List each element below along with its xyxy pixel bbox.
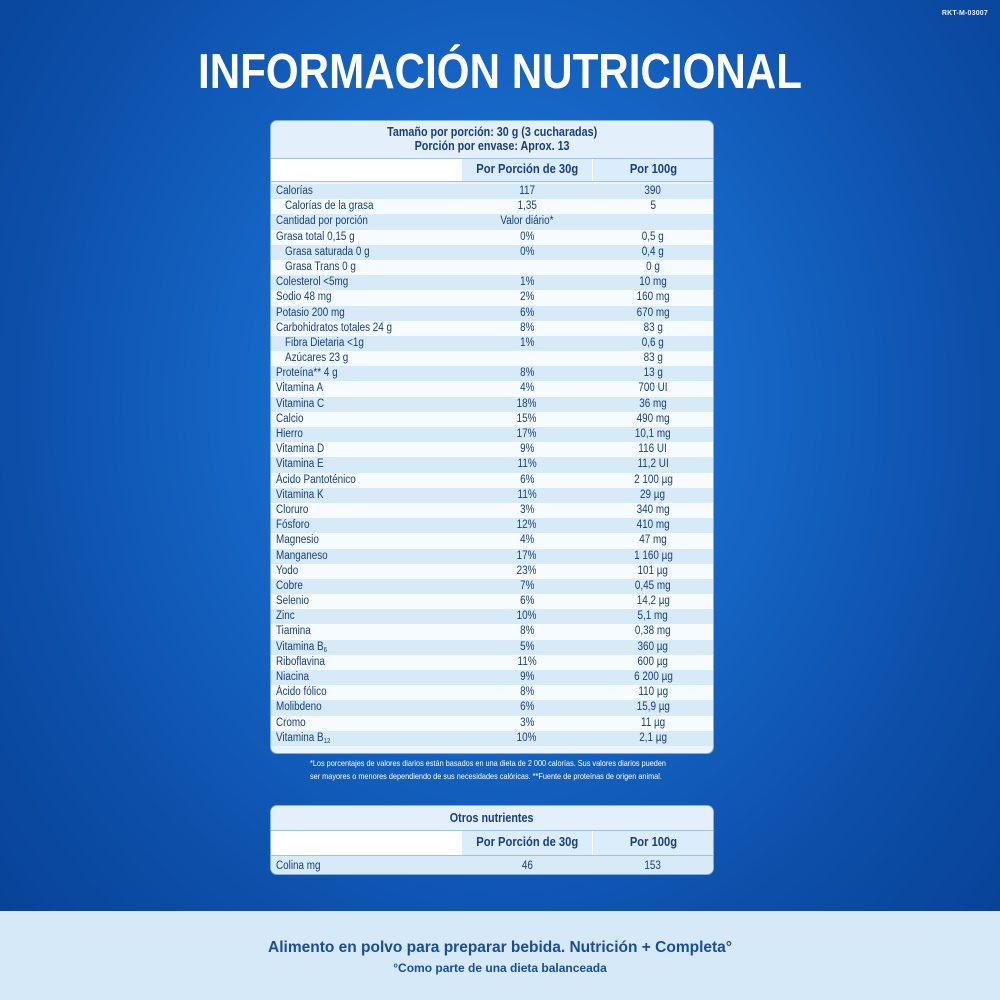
table-row bbox=[271, 321, 713, 336]
value-per-100g: 11 µg bbox=[640, 716, 666, 729]
value-per-100g: 116 UI bbox=[638, 443, 668, 456]
value-per-portion: 18% bbox=[517, 397, 537, 410]
value-per-portion: 6% bbox=[519, 473, 535, 486]
nutrient-label: Sodio 48 mg bbox=[276, 291, 332, 304]
nutrient-label: Grasa saturada 0 g bbox=[285, 245, 370, 258]
value-per-portion: 11% bbox=[517, 488, 537, 501]
value-per-100g: 29 µg bbox=[640, 488, 666, 501]
product-description-note: °Como parte de una dieta balanceada bbox=[393, 961, 607, 975]
table-row bbox=[271, 245, 713, 260]
value-per-100g: 6 200 µg bbox=[633, 671, 673, 683]
table-row bbox=[271, 731, 713, 746]
table-row bbox=[271, 685, 713, 700]
table-row bbox=[271, 518, 713, 533]
value-per-100g: 670 mg bbox=[636, 306, 670, 319]
value-per-portion: 8% bbox=[519, 367, 535, 380]
table-row bbox=[271, 366, 713, 381]
value-per-100g: 11,2 UI bbox=[637, 458, 669, 471]
nutrient-label: Vitamina E bbox=[276, 458, 324, 471]
value-per-portion: 8% bbox=[519, 625, 535, 638]
table-row bbox=[271, 230, 713, 245]
table-row bbox=[271, 199, 713, 214]
value-per-100g: 2,1 µg bbox=[639, 731, 667, 744]
value-per-portion: 8% bbox=[519, 321, 535, 334]
value-per-100g: 36 mg bbox=[639, 397, 667, 410]
value-per-portion: 1% bbox=[519, 336, 535, 349]
nutrient-label: Grasa Trans 0 g bbox=[285, 260, 356, 273]
bottom-band bbox=[0, 911, 1000, 1000]
value-per-portion: 6% bbox=[519, 701, 535, 714]
table-row bbox=[271, 503, 713, 518]
value-per-portion: 9% bbox=[519, 671, 535, 683]
value-per-100g: 0,38 mg bbox=[635, 625, 671, 638]
value-per-portion: 23% bbox=[517, 564, 537, 577]
value-per-100g: 110 µg bbox=[638, 686, 668, 699]
other-column-header bbox=[271, 831, 713, 856]
value-per-portion: 1,35 bbox=[517, 200, 537, 213]
value-per-portion: 11% bbox=[517, 655, 537, 668]
value-per-portion: 11% bbox=[517, 458, 537, 471]
nutrient-label: Ácido Pantoténico bbox=[276, 473, 356, 486]
value-per-100g: 390 bbox=[644, 185, 662, 197]
nutrient-label: Hierro bbox=[276, 428, 303, 440]
nutrient-label: Cantidad por porción bbox=[276, 215, 368, 228]
nutrient-label: Azúcares 23 g bbox=[285, 352, 349, 365]
value-per-portion bbox=[462, 260, 592, 275]
table-row bbox=[271, 624, 713, 639]
nutrient-label: Grasa total 0,15 g bbox=[276, 230, 355, 243]
nutrient-label: Magnesio bbox=[276, 534, 319, 547]
column-header bbox=[271, 159, 713, 182]
nutrient-label: Calorías bbox=[276, 185, 313, 197]
table-row bbox=[271, 290, 713, 305]
nutrient-label: Vitamina $B_{12}$ bbox=[276, 731, 331, 745]
table-row bbox=[271, 549, 713, 564]
value-per-100g: 0,6 g bbox=[641, 336, 664, 349]
other-column-per-100g: Por 100g bbox=[593, 831, 713, 855]
nutrient-label: Fósforo bbox=[276, 519, 310, 532]
value-per-portion: 17% bbox=[517, 428, 537, 440]
nutrient-label: Proteína** 4 g bbox=[276, 367, 338, 380]
value-per-100g: 5 bbox=[650, 200, 656, 213]
value-per-100g: 153 bbox=[644, 860, 662, 872]
value-per-portion: 8% bbox=[519, 686, 535, 699]
nutrient-label: Zinc bbox=[276, 610, 295, 623]
value-per-portion: Valor diário* bbox=[500, 215, 554, 228]
value-per-100g: 1 160 µg bbox=[633, 549, 673, 562]
value-per-portion: 2% bbox=[519, 291, 535, 304]
nutrient-label: Vitamina C bbox=[276, 397, 325, 410]
table-row bbox=[271, 381, 713, 396]
nutrient-label: Selenio bbox=[276, 595, 310, 608]
nutrient-label: Calcio bbox=[276, 412, 304, 425]
value-per-portion: 117 bbox=[519, 185, 535, 197]
nutrient-label: Molibdeno bbox=[276, 701, 322, 714]
value-per-100g bbox=[593, 214, 713, 229]
table-row bbox=[271, 670, 713, 685]
value-per-portion: 3% bbox=[519, 716, 535, 729]
table-row bbox=[271, 594, 713, 609]
value-per-100g: 360 µg bbox=[637, 640, 669, 653]
value-per-100g: 15,9 µg bbox=[636, 701, 670, 714]
nutrient-label: Cromo bbox=[276, 716, 306, 729]
table-row bbox=[271, 427, 713, 442]
nutrient-label: Colesterol <5mg bbox=[276, 276, 349, 289]
value-per-portion: 3% bbox=[519, 503, 535, 516]
table-row bbox=[271, 640, 713, 655]
nutrient-label: Vitamina D bbox=[276, 443, 325, 456]
table-row bbox=[271, 533, 713, 548]
nutrient-label: Calorías de la grasa bbox=[285, 200, 374, 213]
value-per-portion: 6% bbox=[519, 595, 535, 608]
value-per-portion: 7% bbox=[519, 579, 535, 592]
nutrient-label: Niacina bbox=[276, 671, 309, 683]
serving-size: Tamaño por porción: 30 g (3 cucharadas) bbox=[386, 125, 598, 139]
product-description: Alimento en polvo para preparar bebida. Nutrición + Completa° bbox=[268, 939, 732, 956]
servings-per-package: Porción por envase: Aprox. 13 bbox=[414, 139, 570, 153]
value-per-portion: 0% bbox=[519, 230, 535, 243]
table-row bbox=[271, 412, 713, 427]
nutrition-table bbox=[270, 120, 714, 754]
value-per-100g: 83 g bbox=[643, 321, 663, 334]
table-row bbox=[271, 260, 713, 275]
table-row bbox=[271, 609, 713, 624]
table-row bbox=[271, 488, 713, 503]
column-per-100g: Por 100g bbox=[593, 159, 713, 181]
nutrient-label: Vitamina A bbox=[276, 382, 324, 395]
value-per-portion bbox=[462, 351, 592, 366]
value-per-100g: 10,1 mg bbox=[635, 428, 671, 440]
value-per-100g: 83 g bbox=[643, 352, 663, 365]
nutrient-label: Potasio 200 mg bbox=[276, 306, 345, 319]
value-per-100g: 0,45 mg bbox=[635, 579, 671, 592]
nutrient-rows bbox=[271, 182, 713, 746]
value-per-portion: 9% bbox=[519, 443, 535, 456]
table-row bbox=[271, 716, 713, 731]
value-per-100g: 160 mg bbox=[636, 291, 670, 304]
table-row bbox=[271, 184, 713, 199]
serving-header bbox=[271, 121, 713, 159]
other-column-per-portion: Por Porción de 30g bbox=[462, 831, 592, 855]
nutrient-label: Vitamina $B_6$ bbox=[276, 640, 328, 654]
value-per-portion: 4% bbox=[519, 382, 535, 395]
table-row bbox=[271, 214, 713, 229]
value-per-portion: 12% bbox=[517, 519, 537, 532]
value-per-100g: 700 UI bbox=[638, 382, 668, 395]
nutrient-label: Cobre bbox=[276, 579, 303, 592]
value-per-100g: 600 µg bbox=[637, 655, 669, 668]
value-per-100g: 14,2 µg bbox=[636, 595, 670, 608]
value-per-100g: 2 100 µg bbox=[633, 473, 673, 486]
footnote-line-2: ser mayores o menores dependiendo de sus necesidades calóricas. **Fuente de proteínas de origen animal. bbox=[310, 771, 662, 781]
nutrient-label: Vitamina K bbox=[276, 488, 324, 501]
value-per-portion: 46 bbox=[521, 860, 533, 872]
value-per-portion: 10% bbox=[517, 610, 537, 623]
value-per-portion: 10% bbox=[517, 731, 537, 744]
value-per-100g: 410 mg bbox=[636, 519, 670, 532]
nutrient-label: Carbohidratos totales 24 g bbox=[276, 321, 393, 334]
table-row bbox=[271, 275, 713, 290]
other-nutrient-rows bbox=[271, 856, 713, 875]
value-per-100g: 10 mg bbox=[639, 276, 667, 289]
nutrient-label: Yodo bbox=[276, 564, 299, 577]
table-row bbox=[271, 564, 713, 579]
table-row bbox=[271, 397, 713, 412]
footnote bbox=[310, 757, 710, 783]
value-per-100g: 0,4 g bbox=[641, 245, 664, 258]
other-nutrients-title: Otros nutrientes bbox=[271, 806, 713, 831]
nutrient-label: Ácido fólico bbox=[276, 686, 327, 699]
value-per-portion: 17% bbox=[517, 549, 537, 562]
value-per-portion: 6% bbox=[519, 306, 535, 319]
table-row bbox=[271, 700, 713, 715]
value-per-portion: 5% bbox=[519, 640, 535, 653]
other-nutrients-table bbox=[270, 805, 714, 875]
column-per-portion: Por Porción de 30g bbox=[462, 159, 592, 181]
table-row bbox=[271, 306, 713, 321]
table-row bbox=[271, 856, 713, 875]
value-per-100g: 0 g bbox=[646, 260, 660, 273]
product-code: RKT-M-03007 bbox=[941, 10, 988, 17]
value-per-100g: 101 µg bbox=[637, 564, 669, 577]
page-title: INFORMACIÓN NUTRICIONAL bbox=[198, 45, 802, 99]
nutrient-label: Fibra Dietaria <1g bbox=[285, 336, 364, 349]
table-row bbox=[271, 579, 713, 594]
table-row bbox=[271, 655, 713, 670]
value-per-portion: 0% bbox=[519, 245, 535, 258]
value-per-100g: 490 mg bbox=[636, 412, 670, 425]
table-row bbox=[271, 336, 713, 351]
nutrient-label: Cloruro bbox=[276, 503, 309, 516]
table-row bbox=[271, 442, 713, 457]
nutrient-label: Manganeso bbox=[276, 549, 328, 562]
value-per-portion: 1% bbox=[519, 276, 535, 289]
nutrient-label: Riboflavina bbox=[276, 655, 325, 668]
value-per-portion: 15% bbox=[517, 412, 537, 425]
value-per-100g: 0,5 g bbox=[641, 230, 664, 243]
nutrient-label: Tiamina bbox=[276, 625, 311, 638]
footnote-line-1: *Los porcentajes de valores diarios están basados en una dieta de 2 000 calorías. Sus valores diarios pueden bbox=[310, 758, 666, 768]
table-row bbox=[271, 351, 713, 366]
value-per-100g: 13 g bbox=[643, 367, 663, 380]
value-per-100g: 5,1 mg bbox=[637, 610, 669, 623]
value-per-100g: 340 mg bbox=[636, 503, 670, 516]
table-row bbox=[271, 473, 713, 488]
value-per-portion: 4% bbox=[519, 534, 535, 547]
value-per-100g: 47 mg bbox=[639, 534, 667, 547]
nutrient-label: Colina mg bbox=[276, 860, 321, 872]
table-row bbox=[271, 457, 713, 472]
